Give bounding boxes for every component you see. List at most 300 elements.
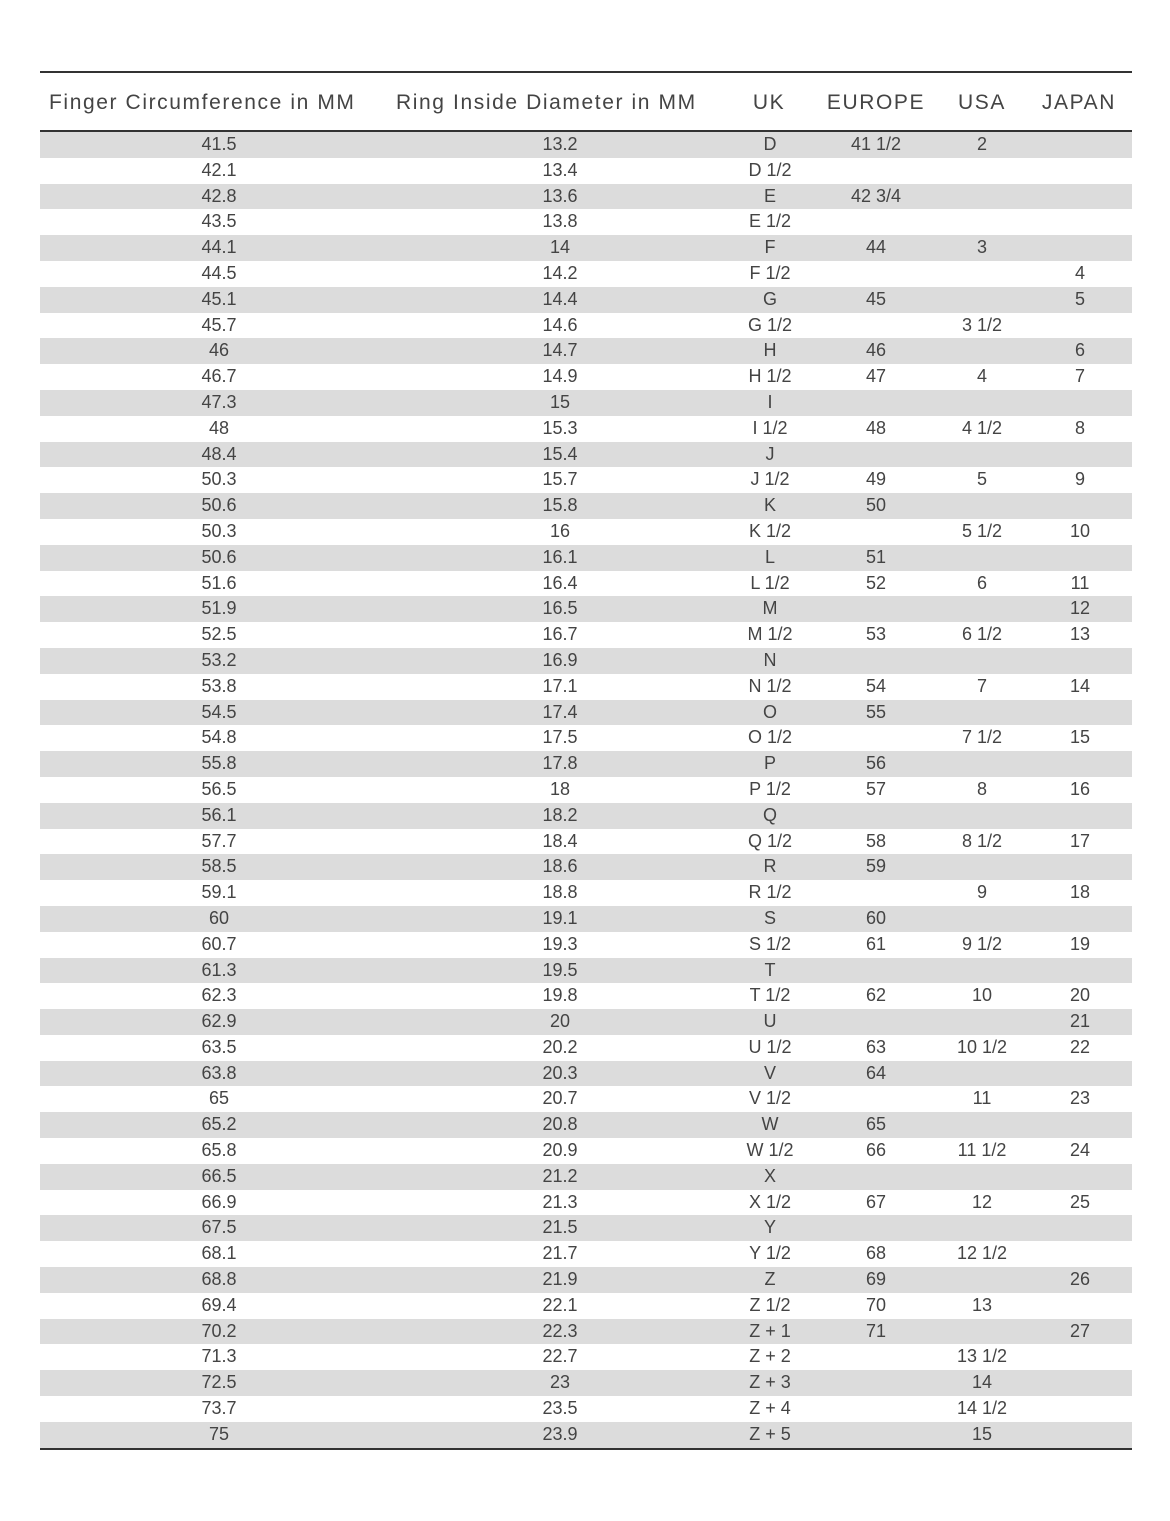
cell-ring-inside-diameter: 19.8 xyxy=(542,985,578,1006)
cell-uk: X xyxy=(763,1165,776,1186)
cell-uk: Z + 3 xyxy=(749,1372,791,1393)
cell-ring-inside-diameter: 21.3 xyxy=(542,1191,578,1212)
cell-ring-inside-diameter: 23.5 xyxy=(542,1398,578,1419)
cell-usa: 3 xyxy=(976,237,987,258)
cell-finger-circumference: 75 xyxy=(208,1423,230,1444)
cell-usa: 7 1/2 xyxy=(961,727,1003,748)
cell-ring-inside-diameter: 22.1 xyxy=(542,1294,578,1315)
cell-finger-circumference: 60 xyxy=(208,907,230,928)
table-row xyxy=(40,983,1132,1009)
cell-europe xyxy=(826,958,926,984)
cell-usa xyxy=(932,390,1032,416)
cell-europe xyxy=(826,1009,926,1035)
cell-europe: 49 xyxy=(865,469,887,490)
cell-finger-circumference: 50.3 xyxy=(201,469,237,490)
cell-finger-circumference: 61.3 xyxy=(201,959,237,980)
cell-usa: 4 xyxy=(976,366,987,387)
cell-finger-circumference: 44.1 xyxy=(201,237,237,258)
table-row xyxy=(40,777,1132,803)
cell-usa xyxy=(932,158,1032,184)
table-row xyxy=(40,158,1132,184)
cell-europe xyxy=(826,1396,926,1422)
cell-europe: 55 xyxy=(865,701,887,722)
cell-uk: E xyxy=(763,185,776,206)
cell-finger-circumference: 58.5 xyxy=(201,856,237,877)
cell-japan: 19 xyxy=(1069,933,1091,954)
cell-ring-inside-diameter: 18.4 xyxy=(542,830,578,851)
cell-finger-circumference: 50.3 xyxy=(201,520,237,541)
cell-uk: V 1/2 xyxy=(748,1088,792,1109)
cell-usa xyxy=(932,1061,1032,1087)
cell-finger-circumference: 41.5 xyxy=(201,134,237,154)
cell-ring-inside-diameter: 20 xyxy=(549,1011,571,1032)
table-row xyxy=(40,209,1132,235)
cell-uk: R xyxy=(763,856,777,877)
cell-japan: 12 xyxy=(1069,598,1091,619)
table-row xyxy=(40,880,1132,906)
cell-finger-circumference: 63.8 xyxy=(201,1062,237,1083)
cell-finger-circumference: 50.6 xyxy=(201,495,237,516)
cell-europe xyxy=(826,1422,926,1448)
cell-ring-inside-diameter: 21.5 xyxy=(542,1217,578,1238)
cell-uk: H 1/2 xyxy=(748,366,792,387)
cell-japan: 24 xyxy=(1069,1140,1091,1161)
cell-europe: 50 xyxy=(865,495,887,516)
cell-finger-circumference: 69.4 xyxy=(201,1294,237,1315)
cell-uk: D xyxy=(763,134,777,154)
cell-uk: K xyxy=(763,495,776,516)
cell-finger-circumference: 68.1 xyxy=(201,1243,237,1264)
cell-ring-inside-diameter: 14.9 xyxy=(542,366,578,387)
cell-finger-circumference: 46.7 xyxy=(201,366,237,387)
cell-europe: 48 xyxy=(865,417,887,438)
cell-uk: P xyxy=(763,753,776,774)
cell-ring-inside-diameter: 15.7 xyxy=(542,469,578,490)
cell-finger-circumference: 54.5 xyxy=(201,701,237,722)
cell-usa xyxy=(932,261,1032,287)
cell-europe xyxy=(826,519,926,545)
cell-ring-inside-diameter: 16.5 xyxy=(542,598,578,619)
cell-usa xyxy=(932,1267,1032,1293)
cell-ring-inside-diameter: 21.2 xyxy=(542,1165,578,1186)
table-row xyxy=(40,261,1132,287)
cell-japan xyxy=(1030,235,1130,261)
cell-japan xyxy=(1030,751,1130,777)
cell-finger-circumference: 51.9 xyxy=(201,598,237,619)
cell-europe xyxy=(826,596,926,622)
cell-uk: I xyxy=(767,391,773,412)
cell-usa: 3 1/2 xyxy=(961,314,1003,335)
cell-finger-circumference: 56.1 xyxy=(201,804,237,825)
cell-usa: 6 xyxy=(976,572,987,593)
cell-usa: 5 1/2 xyxy=(961,520,1003,541)
cell-ring-inside-diameter: 22.7 xyxy=(542,1346,578,1367)
cell-uk: S 1/2 xyxy=(748,933,792,954)
table-row xyxy=(40,648,1132,674)
cell-usa xyxy=(932,287,1032,313)
header-uk: UK xyxy=(752,91,786,114)
cell-usa: 4 1/2 xyxy=(961,417,1003,438)
cell-europe: 57 xyxy=(865,778,887,799)
header-japan: JAPAN xyxy=(1041,91,1117,114)
cell-japan xyxy=(1030,1370,1130,1396)
cell-ring-inside-diameter: 16 xyxy=(549,520,571,541)
cell-japan xyxy=(1030,648,1130,674)
table-row xyxy=(40,1035,1132,1061)
cell-finger-circumference: 42.1 xyxy=(201,159,237,180)
cell-usa xyxy=(932,751,1032,777)
cell-uk: G xyxy=(762,288,777,309)
cell-finger-circumference: 71.3 xyxy=(201,1346,237,1367)
cell-japan: 5 xyxy=(1074,288,1085,309)
cell-japan xyxy=(1030,1422,1130,1448)
cell-uk: T xyxy=(764,959,776,980)
cell-finger-circumference: 48 xyxy=(208,417,230,438)
cell-uk: N xyxy=(763,649,777,670)
cell-japan: 27 xyxy=(1069,1320,1091,1341)
cell-ring-inside-diameter: 19.3 xyxy=(542,933,578,954)
cell-ring-inside-diameter: 14.4 xyxy=(542,288,578,309)
cell-finger-circumference: 65 xyxy=(208,1088,230,1109)
cell-europe: 59 xyxy=(865,856,887,877)
cell-europe: 44 xyxy=(865,237,887,258)
cell-usa: 10 1/2 xyxy=(956,1036,1008,1057)
cell-japan: 16 xyxy=(1069,778,1091,799)
table-row xyxy=(40,854,1132,880)
table-row xyxy=(40,700,1132,726)
cell-europe xyxy=(826,1215,926,1241)
cell-finger-circumference: 59.1 xyxy=(201,882,237,903)
cell-uk: H xyxy=(763,340,777,361)
cell-uk: Z + 4 xyxy=(749,1398,791,1419)
cell-usa: 12 xyxy=(971,1191,993,1212)
table-row xyxy=(40,338,1132,364)
cell-japan xyxy=(1030,854,1130,880)
cell-finger-circumference: 67.5 xyxy=(201,1217,237,1238)
cell-finger-circumference: 52.5 xyxy=(201,624,237,645)
cell-uk: Q 1/2 xyxy=(747,830,793,851)
cell-ring-inside-diameter: 20.9 xyxy=(542,1140,578,1161)
cell-finger-circumference: 51.6 xyxy=(201,572,237,593)
cell-finger-circumference: 55.8 xyxy=(201,753,237,774)
cell-usa xyxy=(932,209,1032,235)
cell-ring-inside-diameter: 23.9 xyxy=(542,1423,578,1444)
table-row xyxy=(40,184,1132,210)
cell-japan xyxy=(1030,1215,1130,1241)
cell-japan: 23 xyxy=(1069,1088,1091,1109)
cell-uk: Y 1/2 xyxy=(749,1243,791,1264)
header-ring-inside-diameter: Ring Inside Diameter in MM xyxy=(396,91,697,114)
table-row xyxy=(40,416,1132,442)
cell-japan: 17 xyxy=(1069,830,1091,851)
table-header xyxy=(40,73,1132,132)
cell-europe: 52 xyxy=(865,572,887,593)
table-row xyxy=(40,1215,1132,1241)
cell-usa: 9 xyxy=(976,882,987,903)
table-row xyxy=(40,803,1132,829)
table-row xyxy=(40,1267,1132,1293)
cell-europe xyxy=(826,1344,926,1370)
table-row xyxy=(40,932,1132,958)
cell-ring-inside-diameter: 15.4 xyxy=(542,443,578,464)
table-row xyxy=(40,1241,1132,1267)
cell-finger-circumference: 66.5 xyxy=(201,1165,237,1186)
cell-uk: I 1/2 xyxy=(752,417,788,438)
table-row xyxy=(40,1370,1132,1396)
cell-japan xyxy=(1030,958,1130,984)
header-finger-circumference: Finger Circumference in MM xyxy=(49,91,356,114)
cell-uk: S xyxy=(763,907,776,928)
cell-uk: Q xyxy=(762,804,777,825)
table-row xyxy=(40,1138,1132,1164)
table-row xyxy=(40,1396,1132,1422)
cell-uk: M xyxy=(762,598,778,619)
cell-finger-circumference: 50.6 xyxy=(201,546,237,567)
cell-europe xyxy=(826,442,926,468)
cell-japan xyxy=(1030,803,1130,829)
cell-europe: 51 xyxy=(865,546,887,567)
cell-japan: 20 xyxy=(1069,985,1091,1006)
cell-japan xyxy=(1030,1112,1130,1138)
table-row xyxy=(40,596,1132,622)
cell-japan: 7 xyxy=(1074,366,1085,387)
cell-usa xyxy=(932,493,1032,519)
table-row xyxy=(40,674,1132,700)
cell-usa: 8 1/2 xyxy=(961,830,1003,851)
cell-ring-inside-diameter: 18.8 xyxy=(542,882,578,903)
cell-ring-inside-diameter: 23 xyxy=(549,1372,571,1393)
cell-ring-inside-diameter: 13.4 xyxy=(542,159,578,180)
cell-europe: 64 xyxy=(865,1062,887,1083)
cell-europe: 65 xyxy=(865,1114,887,1135)
cell-uk: Z + 2 xyxy=(749,1346,791,1367)
table-row xyxy=(40,751,1132,777)
cell-usa: 7 xyxy=(976,675,987,696)
cell-japan xyxy=(1030,1344,1130,1370)
cell-ring-inside-diameter: 18.2 xyxy=(542,804,578,825)
cell-finger-circumference: 57.7 xyxy=(201,830,237,851)
cell-japan: 18 xyxy=(1069,882,1091,903)
cell-japan xyxy=(1030,442,1130,468)
cell-europe: 60 xyxy=(865,907,887,928)
cell-uk: E 1/2 xyxy=(748,211,792,232)
cell-europe: 63 xyxy=(865,1036,887,1057)
cell-europe xyxy=(826,313,926,339)
table-row xyxy=(40,1112,1132,1138)
table-row xyxy=(40,725,1132,751)
table-row xyxy=(40,235,1132,261)
cell-ring-inside-diameter: 20.7 xyxy=(542,1088,578,1109)
cell-japan: 14 xyxy=(1069,675,1091,696)
cell-japan xyxy=(1030,545,1130,571)
cell-uk: X 1/2 xyxy=(748,1191,792,1212)
cell-europe: 56 xyxy=(865,753,887,774)
cell-europe: 45 xyxy=(865,288,887,309)
cell-japan: 8 xyxy=(1074,417,1085,438)
cell-japan: 4 xyxy=(1074,262,1085,283)
cell-europe: 53 xyxy=(865,624,887,645)
cell-japan xyxy=(1030,158,1130,184)
cell-ring-inside-diameter: 18 xyxy=(549,778,571,799)
cell-finger-circumference: 45.1 xyxy=(201,288,237,309)
cell-ring-inside-diameter: 22.3 xyxy=(542,1320,578,1341)
cell-europe xyxy=(826,390,926,416)
table-row xyxy=(40,1344,1132,1370)
table-row xyxy=(40,1009,1132,1035)
cell-europe: 58 xyxy=(865,830,887,851)
cell-uk: W 1/2 xyxy=(746,1140,794,1161)
cell-europe xyxy=(826,1086,926,1112)
cell-finger-circumference: 42.8 xyxy=(201,185,237,206)
ring-size-table xyxy=(40,71,1132,1450)
cell-uk: J xyxy=(765,443,775,464)
cell-usa xyxy=(932,1319,1032,1345)
cell-usa: 15 xyxy=(971,1423,993,1444)
cell-ring-inside-diameter: 16.4 xyxy=(542,572,578,593)
cell-europe: 69 xyxy=(865,1269,887,1290)
cell-finger-circumference: 44.5 xyxy=(201,262,237,283)
cell-usa xyxy=(932,338,1032,364)
cell-usa: 6 1/2 xyxy=(961,624,1003,645)
cell-europe xyxy=(826,880,926,906)
cell-ring-inside-diameter: 21.9 xyxy=(542,1269,578,1290)
cell-europe: 41 1/2 xyxy=(850,134,902,154)
cell-usa xyxy=(932,184,1032,210)
table-row xyxy=(40,132,1132,158)
table-row xyxy=(40,287,1132,313)
cell-uk: O 1/2 xyxy=(747,727,793,748)
cell-finger-circumference: 56.5 xyxy=(201,778,237,799)
cell-ring-inside-diameter: 15.8 xyxy=(542,495,578,516)
table-row xyxy=(40,622,1132,648)
cell-finger-circumference: 43.5 xyxy=(201,211,237,232)
cell-uk: O xyxy=(762,701,777,722)
cell-japan: 21 xyxy=(1069,1011,1091,1032)
cell-ring-inside-diameter: 14.2 xyxy=(542,262,578,283)
cell-usa: 11 xyxy=(972,1088,992,1109)
cell-finger-circumference: 46 xyxy=(208,340,230,361)
cell-finger-circumference: 63.5 xyxy=(201,1036,237,1057)
table-row xyxy=(40,519,1132,545)
cell-usa xyxy=(932,1112,1032,1138)
cell-uk: Z + 5 xyxy=(749,1423,791,1444)
table-row xyxy=(40,1061,1132,1087)
cell-japan: 22 xyxy=(1069,1036,1091,1057)
cell-europe xyxy=(826,261,926,287)
cell-usa: 14 1/2 xyxy=(956,1398,1008,1419)
cell-ring-inside-diameter: 14.6 xyxy=(542,314,578,335)
cell-finger-circumference: 70.2 xyxy=(201,1320,237,1341)
cell-uk: Z + 1 xyxy=(749,1320,791,1341)
table-body xyxy=(40,132,1132,1448)
cell-uk: F 1/2 xyxy=(749,262,791,283)
cell-japan xyxy=(1030,1164,1130,1190)
cell-ring-inside-diameter: 16.9 xyxy=(542,649,578,670)
table-row xyxy=(40,545,1132,571)
cell-japan xyxy=(1030,1061,1130,1087)
cell-ring-inside-diameter: 15.3 xyxy=(542,417,578,438)
cell-uk: U xyxy=(763,1011,777,1032)
table-row xyxy=(40,467,1132,493)
cell-ring-inside-diameter: 19.5 xyxy=(542,959,578,980)
cell-ring-inside-diameter: 14 xyxy=(549,237,571,258)
cell-uk: R 1/2 xyxy=(748,882,792,903)
cell-finger-circumference: 53.2 xyxy=(201,649,237,670)
cell-usa: 9 1/2 xyxy=(961,933,1003,954)
cell-finger-circumference: 72.5 xyxy=(201,1372,237,1393)
cell-usa: 10 xyxy=(971,985,993,1006)
header-usa: USA xyxy=(958,91,1006,114)
cell-usa: 13 xyxy=(971,1294,993,1315)
cell-uk: G 1/2 xyxy=(747,314,793,335)
cell-europe: 70 xyxy=(865,1294,887,1315)
cell-usa: 5 xyxy=(976,469,987,490)
cell-japan: 15 xyxy=(1069,727,1091,748)
cell-ring-inside-diameter: 16.1 xyxy=(542,546,578,567)
cell-europe xyxy=(826,158,926,184)
cell-ring-inside-diameter: 14.7 xyxy=(542,340,578,361)
cell-usa: 12 1/2 xyxy=(956,1243,1008,1264)
cell-europe: 62 xyxy=(865,985,887,1006)
cell-finger-circumference: 60.7 xyxy=(201,933,237,954)
cell-japan xyxy=(1030,1396,1130,1422)
cell-europe: 66 xyxy=(865,1140,887,1161)
cell-usa xyxy=(932,545,1032,571)
cell-finger-circumference: 45.7 xyxy=(201,314,237,335)
cell-japan xyxy=(1030,390,1130,416)
cell-uk: M 1/2 xyxy=(747,624,793,645)
cell-ring-inside-diameter: 20.2 xyxy=(542,1036,578,1057)
cell-europe: 47 xyxy=(865,366,887,387)
table-row xyxy=(40,390,1132,416)
cell-uk: K 1/2 xyxy=(748,520,792,541)
cell-uk: W xyxy=(761,1114,779,1135)
cell-ring-inside-diameter: 16.7 xyxy=(542,624,578,645)
cell-europe xyxy=(826,1370,926,1396)
cell-japan xyxy=(1030,906,1130,932)
cell-ring-inside-diameter: 17.8 xyxy=(542,753,578,774)
cell-europe: 67 xyxy=(865,1191,887,1212)
cell-usa xyxy=(932,1009,1032,1035)
table-row xyxy=(40,829,1132,855)
cell-usa: 14 xyxy=(971,1372,993,1393)
cell-japan: 6 xyxy=(1074,340,1085,361)
cell-ring-inside-diameter: 13.2 xyxy=(542,134,578,154)
table-row xyxy=(40,1190,1132,1216)
table-row xyxy=(40,1422,1132,1448)
cell-japan xyxy=(1030,1241,1130,1267)
cell-japan: 10 xyxy=(1069,520,1091,541)
cell-europe xyxy=(826,209,926,235)
table-row xyxy=(40,1293,1132,1319)
cell-uk: N 1/2 xyxy=(748,675,792,696)
cell-usa: 13 1/2 xyxy=(956,1346,1008,1367)
cell-uk: F xyxy=(764,237,776,258)
cell-japan: 9 xyxy=(1074,469,1085,490)
cell-uk: J 1/2 xyxy=(750,469,790,490)
table-row xyxy=(40,1319,1132,1345)
cell-europe: 61 xyxy=(865,933,887,954)
cell-usa xyxy=(932,1215,1032,1241)
cell-japan xyxy=(1030,132,1130,158)
cell-usa xyxy=(932,854,1032,880)
cell-ring-inside-diameter: 19.1 xyxy=(542,907,578,928)
cell-usa: 2 xyxy=(976,134,987,154)
cell-ring-inside-diameter: 13.8 xyxy=(542,211,578,232)
cell-usa xyxy=(932,648,1032,674)
table-row xyxy=(40,493,1132,519)
cell-ring-inside-diameter: 13.6 xyxy=(542,185,578,206)
